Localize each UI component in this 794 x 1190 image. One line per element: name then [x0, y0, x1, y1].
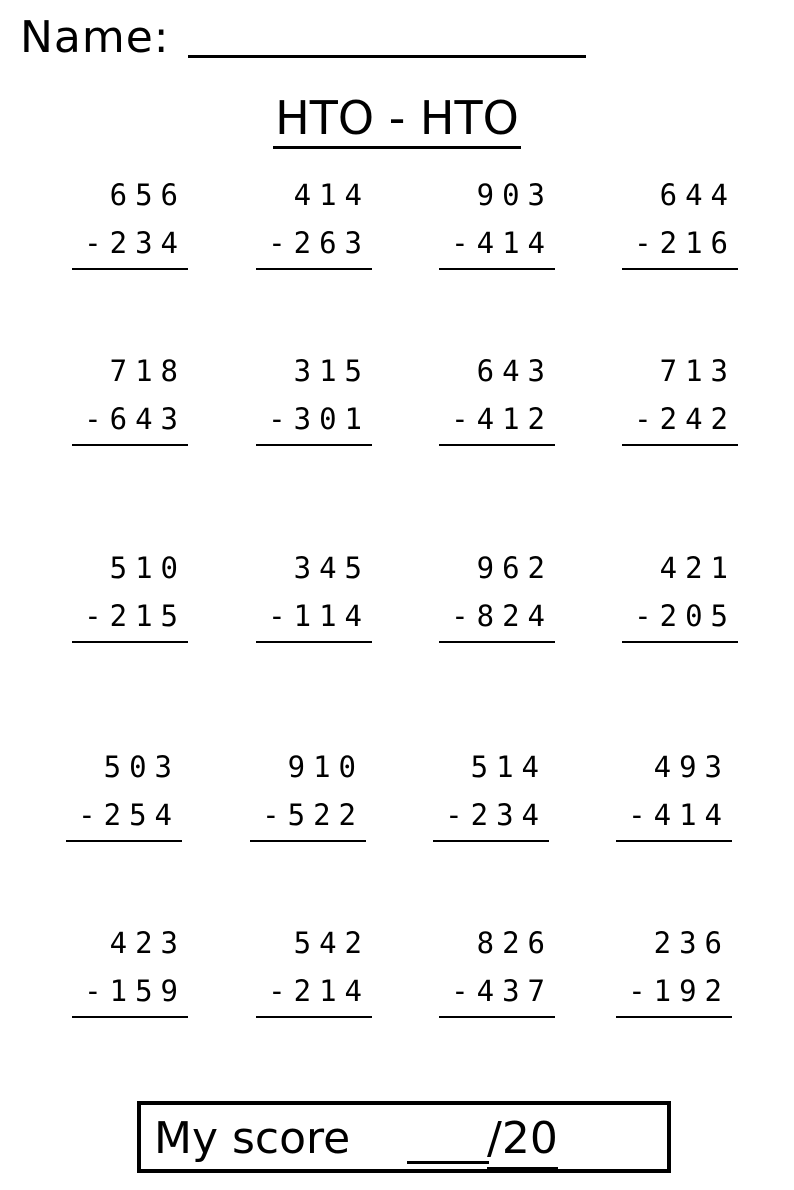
score-label: My score: [154, 1113, 351, 1164]
subtrahend: -214: [268, 974, 370, 1008]
name-label: Name:: [20, 12, 170, 63]
minuend: 910: [287, 750, 364, 784]
subtraction-problem: [622, 551, 740, 651]
minuend: 514: [470, 750, 547, 784]
answer-line: [616, 1016, 732, 1018]
minuend: 493: [653, 750, 730, 784]
subtraction-problem: [616, 750, 734, 850]
answer-line: [622, 268, 738, 270]
minuend: 718: [109, 354, 186, 388]
answer-line: [72, 1016, 188, 1018]
minuend: 423: [109, 926, 186, 960]
subtraction-problem: [72, 551, 190, 651]
answer-line: [616, 840, 732, 842]
answer-line: [433, 840, 549, 842]
subtrahend: -216: [634, 226, 736, 260]
subtraction-problem: [72, 178, 190, 278]
minuend: 421: [659, 551, 736, 585]
subtrahend: -414: [451, 226, 553, 260]
score-blank-line: [407, 1161, 489, 1164]
subtraction-problem: [256, 926, 374, 1026]
answer-line: [66, 840, 182, 842]
subtrahend: -301: [268, 402, 370, 436]
subtrahend: -192: [628, 974, 730, 1008]
minuend: 315: [293, 354, 370, 388]
subtraction-problem: [250, 750, 368, 850]
subtrahend: -263: [268, 226, 370, 260]
subtrahend: -234: [445, 798, 547, 832]
subtrahend: -215: [84, 599, 186, 633]
minuend: 503: [103, 750, 180, 784]
answer-line: [256, 641, 372, 643]
subtraction-problem: [256, 354, 374, 454]
subtraction-problem: [439, 926, 557, 1026]
minuend: 962: [476, 551, 553, 585]
subtrahend: -242: [634, 402, 736, 436]
subtrahend: -159: [84, 974, 186, 1008]
answer-line: [622, 641, 738, 643]
subtraction-problem: [72, 354, 190, 454]
answer-line: [439, 641, 555, 643]
title-text: HTO - HTO: [273, 90, 521, 149]
minuend: 542: [293, 926, 370, 960]
score-box: [137, 1101, 671, 1173]
minuend: 236: [653, 926, 730, 960]
subtraction-problem: [439, 178, 557, 278]
subtraction-problem: [616, 926, 734, 1026]
subtrahend: -522: [262, 798, 364, 832]
answer-line: [256, 1016, 372, 1018]
minuend: 414: [293, 178, 370, 212]
subtrahend: -414: [628, 798, 730, 832]
answer-line: [256, 268, 372, 270]
subtrahend: -234: [84, 226, 186, 260]
subtrahend: -437: [451, 974, 553, 1008]
answer-line: [622, 444, 738, 446]
subtrahend: -205: [634, 599, 736, 633]
subtrahend: -824: [451, 599, 553, 633]
minuend: 826: [476, 926, 553, 960]
subtraction-problem: [622, 354, 740, 454]
answer-line: [439, 444, 555, 446]
minuend: 713: [659, 354, 736, 388]
subtraction-problem: [66, 750, 184, 850]
subtraction-problem: [439, 551, 557, 651]
subtraction-problem: [72, 926, 190, 1026]
minuend: 510: [109, 551, 186, 585]
subtraction-problem: [256, 551, 374, 651]
minuend: 656: [109, 178, 186, 212]
subtraction-problem: [622, 178, 740, 278]
subtraction-problem: [439, 354, 557, 454]
score-total: /20: [487, 1111, 558, 1170]
subtraction-problem: [256, 178, 374, 278]
minuend: 643: [476, 354, 553, 388]
minuend: 903: [476, 178, 553, 212]
subtrahend: -254: [78, 798, 180, 832]
subtrahend: -643: [84, 402, 186, 436]
answer-line: [256, 444, 372, 446]
answer-line: [439, 1016, 555, 1018]
subtraction-problem: [433, 750, 551, 850]
subtrahend: -412: [451, 402, 553, 436]
answer-line: [72, 444, 188, 446]
minuend: 345: [293, 551, 370, 585]
subtrahend: -114: [268, 599, 370, 633]
answer-line: [439, 268, 555, 270]
answer-line: [72, 641, 188, 643]
minuend: 644: [659, 178, 736, 212]
answer-line: [72, 268, 188, 270]
answer-line: [250, 840, 366, 842]
